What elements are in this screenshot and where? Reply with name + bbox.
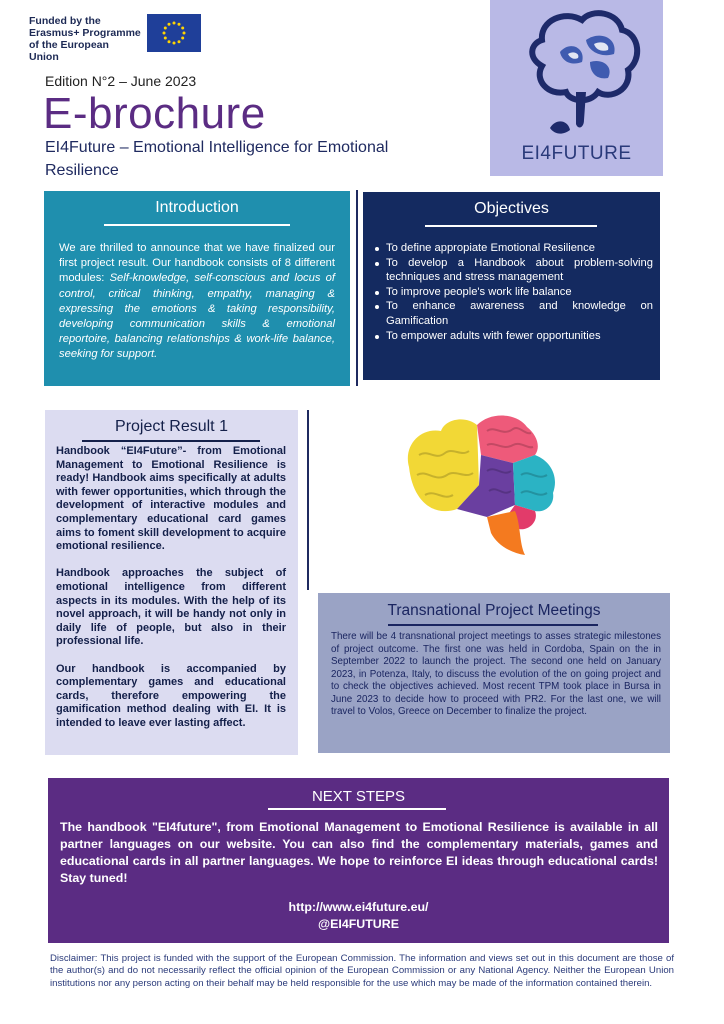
project-result-text [56,445,286,744]
objective-item: To define appropiate Emotional Resilience [373,241,653,256]
intro-italic-text: Self-knowledge, self-conscious and locus of control, critical thinking, empathy, managing & expressing the emotions & taking responsibility, developing communication skills & emotional reportoire, balancing relationships & work-life balance, seeking for support. [59,272,335,361]
eu-flag-icon [147,14,201,52]
next-steps-links [48,899,669,933]
objective-item: To empower adults with fewer opportunities [373,329,653,344]
result-paragraph: Our handbook is accompanied by complementary games and educational cards, therefore empowering the gamification method dealing with EI. It is intended to leave ever lasting affect. [56,662,286,729]
social-handle[interactable]: @EI4FUTURE [318,917,399,931]
page-title: E-brochure [43,89,266,138]
next-steps-heading: NEXT STEPS [311,788,406,805]
website-link[interactable]: http://www.ei4future.eu/ [288,900,429,914]
introduction-box [44,191,350,386]
logo-tree-icon [490,0,663,140]
vertical-divider [356,190,358,386]
result-paragraph: Handbook “EI4Future”- from Emotional Management to Emotional Resilience is ready! Handbook aims specifically at adults with fewer opportunities, which through the development of interactive modules and complementary educational card games aims to foment skill development to acquire emotional resilience. [56,445,286,553]
next-steps-text: The handbook "EI4future", from Emotional Management to Emotional Resilience is available in all partner languages on our website. You can also find the complementary materials, games and educational cards in all partner languages. We hope to reinforce EI ideas through educational cards! Stay tuned! [60,820,658,885]
objectives-box [363,192,660,380]
objective-item: To improve people's work life balance [373,285,653,300]
edition-label: Edition N°2 – June 2023 [45,73,197,89]
ei4future-logo [490,0,663,176]
heading-underline [388,624,598,626]
objectives-heading: Objectives [474,200,549,217]
project-result-heading: Project Result 1 [115,418,228,435]
heading-underline [268,808,446,810]
meetings-box [318,593,670,753]
heading-underline [104,224,290,226]
introduction-heading: Introduction [155,199,239,216]
meetings-heading: Transnational Project Meetings [387,602,601,619]
heading-underline [425,225,597,227]
meetings-text: There will be 4 transnational project meetings to asses strategic milestones of project outcome. The first one was held in Cordoba, Spain on the in September 2022 to launch the project. The second one held on January 2023, in Potenza, Italy, to discuss the evolution of the on going project and to check the objectives achieved. Most recent TPM took place in Bursa in June 2023 to decide how to proceed with PR2. For the last one, we will travel to Volos, Greece on December to finalize the project. [331,631,661,717]
brain-illustration [395,405,565,565]
objective-item: To develop a Handbook about problem-solving techniques and stress management [373,256,653,285]
intro-plain-text: We are thrilled to announce that we have finalized our first project result. Our handbook consists of 8 different modules: [59,242,335,285]
heading-underline [82,440,260,442]
vertical-divider [307,410,309,590]
introduction-text [59,241,335,363]
logo-text: EI4FUTURE [521,143,632,164]
project-result-box [45,410,298,755]
objective-item: To enhance awareness and knowledge on Gamification [373,299,653,328]
funded-by-text: Funded by the Erasmus+ Programme of the European Union [29,15,141,63]
next-steps-box [48,778,669,943]
disclaimer-text: Disclaimer: This project is funded with the support of the European Commission. The information and views set out in this document are those of the author(s) and do not necessarily reflect the official opinion of the European Commission or any National Agency. Neither the European Union institutions nor any person acting on their behalf may be held responsible for the use which may be made of the information contained therein. [50,953,674,989]
page-subtitle: EI4Future – Emotional Intelligence for Emotional Resilience [45,139,389,179]
result-paragraph: Handbook approaches the subject of emotional intelligence from different aspects in its modules. With the help of its novel approach, it will be handy not only in daily life of people, but also in their professional life. [56,567,286,648]
objectives-list [373,241,653,343]
